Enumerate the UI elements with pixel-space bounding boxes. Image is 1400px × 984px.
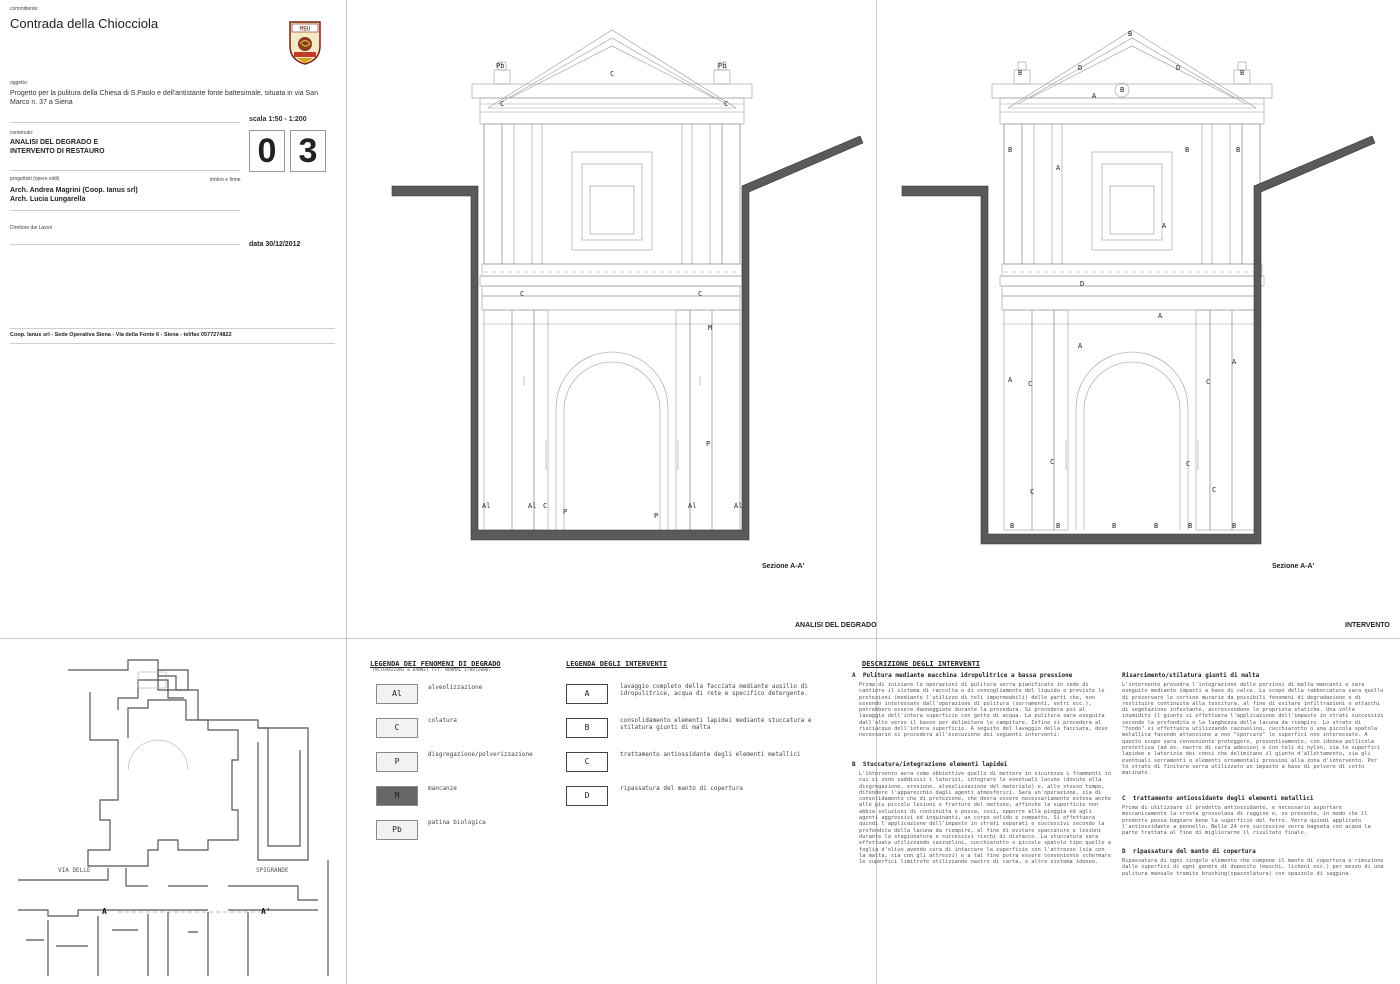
timbro-label: timbro e firme: [210, 177, 241, 183]
contenuto-line1: ANALISI DEL DEGRADO E: [10, 139, 99, 146]
descrizione-col2: [1122, 672, 1384, 888]
intervento-code: B: [566, 718, 608, 738]
panel-divider: [0, 638, 1400, 639]
intervento-letter: B: [852, 761, 856, 768]
section-marker: A: [102, 907, 107, 916]
contrada-crest: [288, 20, 322, 71]
panel-title-intervento: INTERVENTO: [1345, 622, 1390, 629]
degrado-labels: [482, 62, 742, 520]
progettista-name: Arch. Andrea Magrini (Coop. Ianus srl): [10, 187, 138, 194]
facade-drawing-intervento: [880, 0, 1390, 636]
rule: [10, 122, 240, 123]
rule: [10, 343, 335, 344]
label-P: P: [654, 512, 659, 520]
label-C: C: [543, 502, 548, 510]
label-B: B: [1236, 146, 1241, 154]
section-marker: A': [261, 907, 271, 916]
label-Pb: Pb: [496, 62, 505, 70]
label-B: B: [1120, 86, 1125, 94]
desc-r-body: L'intervento prevedra l'integrazione delle porzioni di malta mancanti e sara eseguito mediante impasti a base di calce. Lo scopo della rabboccatura sara quello di preservare le cortine murarie da possibili fenomeni di degradazione e di restituire continuita alla tessitura, al fine di evitare infiltrazioni o attacchi di vegetazione infestante, accrescendone le proprieta statiche. Una volta inumidito il giunto si effettuera l'applicazione dell'impasto in strati successivi secondo la profondita e la lunghezza della lacuna da riempire. Lo strato di "fondo" si effettuera utilizzando cazzuolino, cucchiarotto o una piccola spatola metallica facendo attenzione a non "sporcare" le superfici non interessate. A questo scopo sara conveniente proteggere, preventivamente, con idonea pellicola protettiva (ad es. nastro di carta adesivo) o con teli di nylon, sia le superfici lapidee o laterizie dei conci che delimitano il giunto d'allettamento, sia gli eventuali serramenti o elementi ornamentali prossimi alla zona d'intervento. Per lo strato di finitura verra utilizzato un impasto a base di polvere di cotto macinato.: [1122, 682, 1384, 777]
desc-a-body: Prima di iniziare le operazioni di pulitura verra pianificato in sede di cantiere il sistema di raccolta e di convogliamento del liquido e previste le protezioni (mediante l'utilizzo di teli impermeabili) delle parti che, non essendo interessate dall'operazione di pulitura (serramenti, vetri ecc.), potrebbero essere danneggiate durante la procedura. Si procedera poi al lavaggio dell'intera superficie con getto di acqua. La pulitura sara eseguita dall'alto verso il basso per delimitare le campiture. Infine si procedera al risciacquo dell'intera superficie. A seguito del lavaggio della facciata, dove necessario si procedera all'esecuzione dei seguenti interventi:: [859, 682, 1108, 739]
label-A: A: [1162, 222, 1167, 230]
desc-r-title: Risarcimento/stilatura giunti di malta: [1122, 672, 1260, 679]
panel-divider: [346, 0, 347, 984]
progettisti-label: progettisti (opere edili): [10, 176, 60, 182]
label-C: C: [1186, 460, 1191, 468]
label-C: C: [500, 100, 505, 108]
label-C: C: [1206, 378, 1211, 386]
label-Al: Al: [482, 502, 491, 510]
desc-c-title: trattamento antiossidante degli elementi metallici: [1132, 795, 1314, 802]
sheet-number-digit: 3: [290, 130, 326, 172]
contenuto-label: contenuto:: [10, 130, 34, 136]
label-C: C: [610, 70, 615, 78]
label-B: B: [1112, 522, 1117, 530]
oggetto-value: Progetto per la pulitura della Chiesa di S.Paolo e dell'antistante fonte battesimale, situata in via San Marco n. 37 a Siena: [10, 90, 318, 106]
label-Al: Al: [528, 502, 537, 510]
desc-b-body: L'intervento avra come obbiettivo quello di mettere in sicurezza i frammenti in cui si sono suddivisi i laterizi, integrare le eventuali lacune (dovute alla disgregazione, erosione, alveolizzazione del materiale) e, allo stesso tempo, difendere l'apparecchio dagli agenti atmosferici. Sara un'operazione, sia di consolidamento che di protezione, che dovra essere necessariamente estesa anche alle piu piccole lesioni e fratture del mattone, affinche la superficie non abbia soluzioni di continuita e possa, cosi, opporre alla pioggia ed agli agenti aggressivi ed inquinanti, un corpo solido e compatto. Si effettuera quindi l'applicazione dell'impasto in strati separati e successivi secondo la profondita della lacuna da riempire, al fine di evitare spaccature e lesioni durante la stagionatura e successivi rischi di distacco. La stuccatura sara effettuata utilizzando cazzuolini, cucchiarotto o piccole spatole tipo quelle a foglia d'olivo avendo cura di intaccare la superficie con l'attrezzo (sia con la malta, sia con gli attrezzi) e a tal fine potra essere conveniente schermare le superfici limitrofe utilizzando nastro di carta, o altro sistema idoneo.: [859, 771, 1111, 866]
crest-letters: MBU: [299, 25, 311, 33]
label-C: C: [520, 290, 525, 298]
elevation-analisi: [360, 0, 870, 636]
facade-drawing-analisi: [360, 0, 870, 636]
intervento-labels: [1008, 30, 1244, 530]
label-B: B: [1232, 522, 1237, 530]
legend-interventi-title: LEGENDA DEGLI INTERVENTI: [566, 660, 668, 668]
sheet-number-digit: 0: [249, 130, 285, 172]
legend-label: mancanze: [428, 785, 457, 792]
street-label: VIA DELLE: [58, 867, 91, 874]
site-plan: [8, 650, 338, 976]
intervento-code: A: [566, 684, 608, 704]
intervento-label: trattamento antiossidante degli elementi metallici: [620, 751, 801, 758]
label-P: P: [563, 508, 568, 516]
label-Pb: Pb: [718, 62, 727, 70]
footer-address: Coop. Ianus srl - Sede Operativa Siena - Via della Fonte 6 - Siena - tel/fax 0577274822: [10, 332, 232, 338]
label-C: C: [1050, 458, 1055, 466]
direttore-label: Direttore dei Lavori: [10, 225, 53, 231]
contenuto-line2: INTERVENTO DI RESTAURO: [10, 148, 105, 155]
label-B: B: [1128, 30, 1133, 38]
oggetto-label: oggetto:: [10, 80, 29, 86]
label-D: D: [1080, 280, 1085, 288]
intervento-code: D: [566, 786, 608, 806]
legend-label: patina biologica: [428, 819, 486, 826]
street-label: SPIGRANDE: [256, 867, 289, 874]
progettista-name: Arch. Lucia Lungarella: [10, 196, 86, 203]
rule: [10, 328, 335, 329]
intervento-letter: C: [1122, 795, 1126, 802]
legend-swatch: P: [376, 752, 418, 772]
label-A: A: [1078, 342, 1083, 350]
elevation-intervento: [880, 0, 1390, 636]
desc-b-title: Stuccatura/integrazione elementi lapidei: [862, 761, 1008, 768]
rule: [10, 244, 240, 245]
desc-a-title: Pulitura mediante macchina idropulitrice a bassa pressione: [862, 672, 1073, 679]
label-M: M: [708, 324, 713, 332]
label-B: B: [1018, 69, 1023, 77]
label-C: C: [1028, 380, 1033, 388]
label-C: C: [1030, 488, 1035, 496]
intervento-code: C: [566, 752, 608, 772]
descrizione-col1: [852, 672, 1114, 876]
legend-label: colatura: [428, 717, 457, 724]
legend-label: alveolizzazione: [428, 684, 483, 691]
label-B: B: [1154, 522, 1159, 530]
date-label: data 30/12/2012: [249, 241, 301, 248]
legend-degrado-title: LEGENDA DEI FENOMENI DI DEGRADO: [370, 660, 501, 668]
label-C: C: [1212, 486, 1217, 494]
legend-swatch: M: [376, 786, 418, 806]
label-D: D: [1078, 64, 1083, 72]
intervento-letter: A: [852, 672, 856, 679]
site-plan-drawing: [8, 650, 338, 976]
rule: [10, 210, 240, 211]
panel-title-analisi: ANALISI DEL DEGRADO: [795, 622, 877, 629]
legend-swatch: Pb: [376, 820, 418, 840]
label-P: P: [706, 440, 711, 448]
label-A: A: [1056, 164, 1061, 172]
intervento-label: lavaggio completo della facciata mediante ausilio di idropulitrice, acqua di rete e specifico detergente.: [620, 683, 808, 697]
desc-d-title: ripassatura del manto di copertura: [1132, 848, 1256, 855]
label-Al: Al: [688, 502, 697, 510]
section-label: Sezione A-A': [762, 563, 805, 570]
label-B: B: [1056, 522, 1061, 530]
label-A: A: [1092, 92, 1097, 100]
label-A: A: [1008, 376, 1013, 384]
section-label: Sezione A-A': [1272, 563, 1315, 570]
label-A: A: [1158, 312, 1163, 320]
label-D: D: [1176, 64, 1181, 72]
desc-c-body: Prima di utilizzare il prodotto antiossidante, e necessario asportare meccanicamente la crosta grossolana di ruggine e, se presente, in modo che il prodotto possa bagnare bene la superficie del ferro. Verra quindi applicato l'antiossidante a pennello. Nelle 24 ore successive verra bagnata con acqua la parte trattata al fine di migliorarne il risultato finale.: [1122, 805, 1371, 837]
legend-degrado-subtitle: (ALTERAZIONI & DANNI) rif. NORMAL 1/88(2006): [372, 668, 492, 673]
committente-label: committente:: [10, 6, 39, 12]
label-B: B: [1185, 146, 1190, 154]
label-Al: Al: [734, 502, 743, 510]
label-C: C: [724, 100, 729, 108]
label-B: B: [1008, 146, 1013, 154]
committente-value: Contrada della Chiocciola: [10, 16, 159, 31]
label-A: A: [1232, 358, 1237, 366]
scale-label: scala 1:50 - 1:200: [249, 116, 307, 123]
intervento-label: ripassatura del manto di copertura: [620, 785, 743, 792]
desc-d-body: Ripassatura di ogni singolo elemento che compone il manto di copertura e rimozione dalle superfici di ogni genere di deposito (muschi, licheni ecc.) per mezzo di una pulitura manuale tramite brushing(spazzolatura) con spazzole di saggina.: [1122, 858, 1384, 877]
intervento-label: consolidamento elementi lapidei mediante stuccatura e stilatura giunti di malta: [620, 717, 812, 731]
legend-swatch: Al: [376, 684, 418, 704]
intervento-letter: D: [1122, 848, 1126, 855]
label-B: B: [1240, 69, 1245, 77]
label-B: B: [1188, 522, 1193, 530]
label-B: B: [1010, 522, 1015, 530]
legend-swatch: C: [376, 718, 418, 738]
rule: [10, 170, 240, 171]
label-C: C: [698, 290, 703, 298]
descrizione-title: DESCRIZIONE DEGLI INTERVENTI: [862, 660, 981, 668]
legend-label: disgregazione/polverizzazione: [428, 751, 533, 758]
